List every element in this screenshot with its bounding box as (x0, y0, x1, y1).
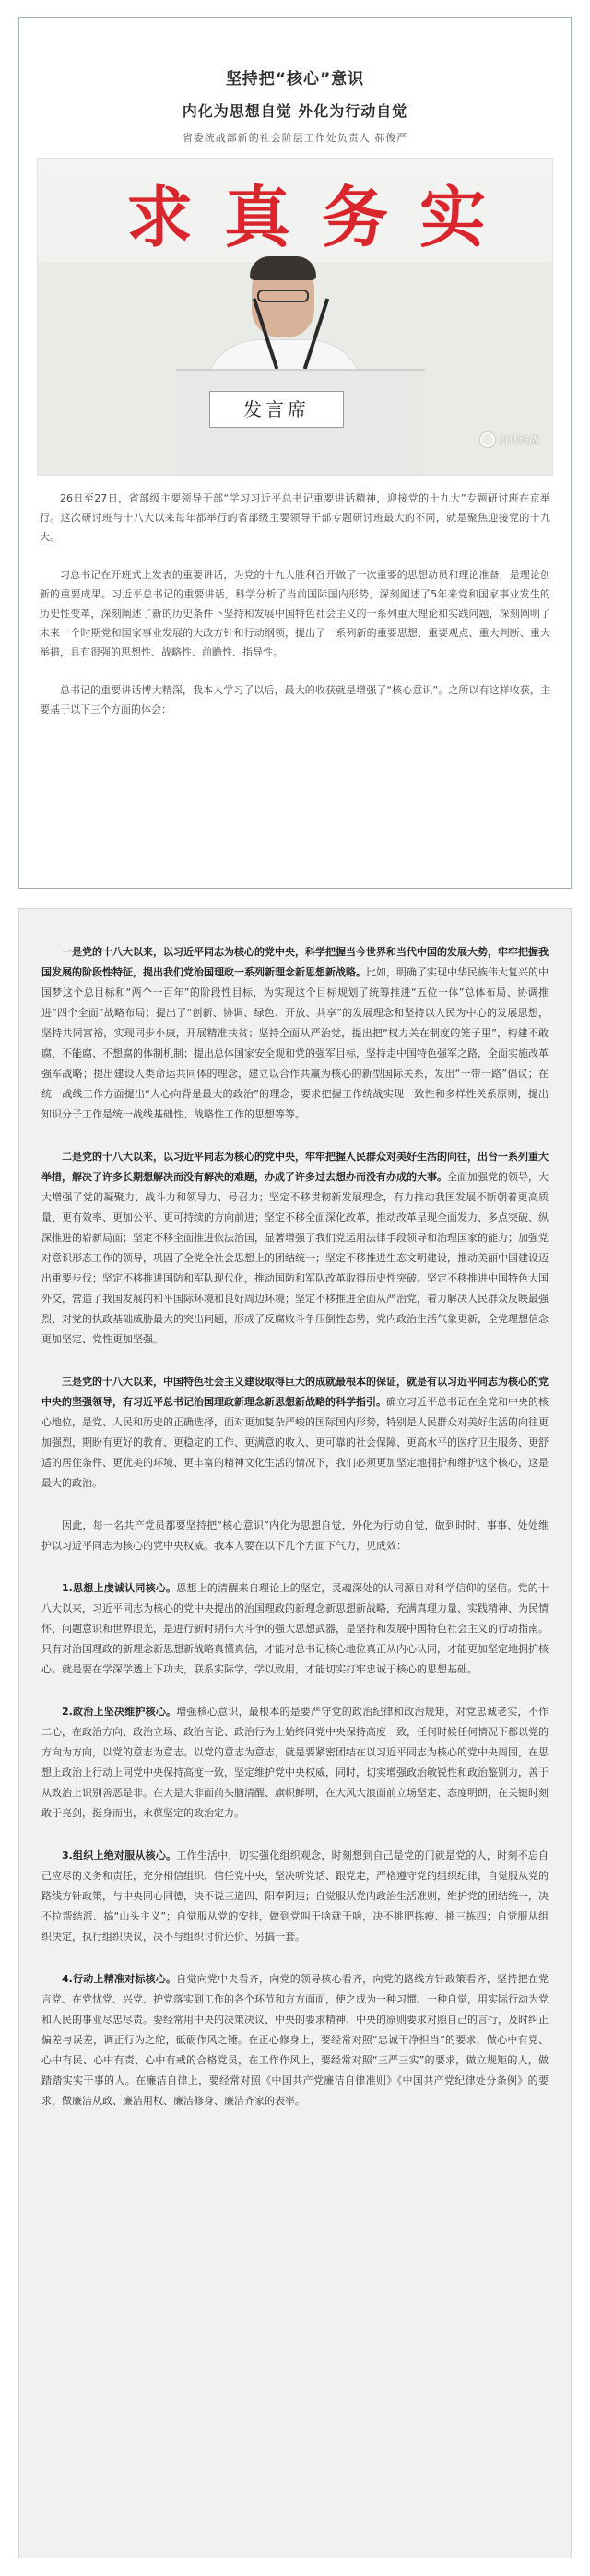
body-paragraph (41, 1969, 549, 2111)
paragraph-lead: 4.行动上精准对标核心。 (62, 1973, 177, 1985)
banner-slogan: 求真务实 (126, 181, 518, 254)
paragraph-text: 思想上的清醒来自理论上的坚定，灵魂深处的认同源自对科学信仰的坚信。党的十八大以来，习近平同志为核心的党中央提出的治国理政的新理念新思想新战略，充满真理力量、实践精神、为民情怀、问题意识和世界眼光，是进行新时期伟大斗争的强大思想武器，是坚持和发展中国特色社会主义的行动指南。只有对治国理政的新理念新思想新战略真懂真信，才能对总书记核心地位真正从内心认同，才能更加坚定地拥护核心。就是要在学深学透上下功夫，联系实际学，学以致用，才能切实打牢忠诚于核心的思想基础。 (41, 1582, 549, 1675)
body-paragraph (41, 1846, 549, 1947)
article-author: 省委统战部新的社会阶层工作处负责人 郝俊严 (182, 132, 408, 144)
paragraph-text: 自觉向党中央看齐，向党的领导核心看齐，向党的路线方针政策看齐，坚持把在党言党、在党忧党、兴党、护党落实到工作的各个环节和方方面面，使之成为一种习惯、一种自觉，用实际行动为党和人民的事业尽忠尽责。要经常用中央的决策决议、中央的要求精神、中央的原则要求对照自己的言行，及时纠正偏差与误差，调正行为之舵，砥砺作风之锤。在正心修身上，要经常对照“忠诚干净担当”的要求，做心中有党、心中有民、心中有责、心中有戒的合格党员，在工作作风上，要经常对照“三严三实”的要求，做立规矩的人，做踏踏实实干事的人。在廉洁自律上，要经常对照《中国共产党廉洁自律准则》《中国共产党纪律处分条例》的要求，做廉洁从政、廉洁用权、廉洁修身、廉洁齐家的表率。 (41, 1973, 549, 2107)
body-paragraph (41, 1372, 549, 1494)
paragraph-lead: 2.政治上坚决维护核心。 (62, 1706, 177, 1718)
body-paragraph (41, 1147, 549, 1350)
intro-section (19, 476, 571, 719)
article-card (18, 17, 572, 889)
intro-paragraph: 习总书记在开班式上发表的重要讲话，为党的十九大胜利召开做了一次重要的思想动员和理论准备，是理论创新的重要成果。习近平总书记的重要讲话，科学分析了当前国际国内形势，深刻阐述了5年来党和国家事业发生的历史性变革，深刻阐述了新的历史条件下坚持和发展中国特色社会主义的一系列重大理论和实践问题，深刻阐明了未来一个时期党和国家事业发展的大政方针和行动纲领，提出了一系列新的重要思想、重要观点、重大判断、重大举措，具有很强的思想性、战略性、前瞻性、指导性。 (40, 569, 550, 658)
paragraph-text: 工作生活中，切实强化组织观念，时刻想到自己是党的门就是党的人，时刻不忘自己应尽的义务和责任，充分相信组织、信任党中央，坚决听党话、跟党走，严格遵守党的组织纪律，自觉服从党的路线方针政策，与中央同心同德，决不说三道四、阳奉阴违；自觉服从党内政治生活准则，维护党的团结统一，决不拉帮结派、搞“山头主义”；自觉服从党的安排，做到党叫干啥就干啥，决不挑肥拣瘦、挑三拣四；自觉服从组织决定，执行组织决议，决不与组织讨价还价、另搞一套。 (41, 1849, 549, 1943)
paragraph-lead: 1.思想上虔诚认同核心。 (62, 1582, 177, 1594)
title-block (19, 18, 571, 145)
paragraph-text: 比如，明确了实现中华民族伟大复兴的中国梦这个总目标和“两个一百年”的阶段性目标，为实现这个目标规划了统筹推进“五位一体”总体布局、协调推进“四个全面”战略布局；提出了“创新、协调、绿色、开放、共享”的发展理念和坚持以人民为中心的发展思想，坚持共同富裕，实现同步小康，开展精准扶贫；坚持全面从严治党，提出把“权力关在制度的笼子里”，构建不敢腐、不能腐、不想腐的体制机制；提出总体国家安全观和党的强军目标，坚持走中国特色强军之路，全面实施改革强军战略；提出建设人类命运共同体的理念，建立以合作共赢为核心的新型国际关系，发出“一带一路”倡议；在统一战线工作方面提出“人心向背是最大的政治”的理念，要求把握工作统战实现一致性和多样性关系原则，提出知识分子工作是统一战线基础性、战略性工作的思想等等。 (41, 966, 549, 1120)
body-paragraph (41, 942, 549, 1125)
body-paragraph (41, 1702, 549, 1824)
paragraph-lead: 一是党的十八大以来，以习近平同志为核心的党中央，科学把握当今世界和当代中国的发展大势，牢牢把握我国发展的阶段性特征，提出我们党治国理政一系列新理念新思想新战略。 (41, 946, 549, 978)
watermark-text: 吉林统战 (499, 434, 539, 446)
watermark (480, 432, 539, 447)
body-panel (18, 908, 572, 2558)
article-title-line-2: 内化为思想自觉 外化为行动自觉 (182, 102, 408, 120)
paragraph-lead: 二是党的十八大以来，以习近平同志为核心的党中央，牢牢把握人民群众对美好生活的向往，出台一系列重大举措，解决了许多长期想解决而没有解决的难题，办成了许多过去想办而没有办成的大事。 (41, 1151, 549, 1183)
paragraph-text: 确立习近平总书记在全党和中央的核心地位，是党、人民和历史的正确选择，面对更加复杂严峻的国际国内形势，特别是人民群众对美好生活的向往更加强烈，期盼有更好的教育、更稳定的工作、更满意的收入、更可靠的社会保障、更高水平的医疗卫生服务、更舒适的居住条件、更优美的环境、更丰富的精神文化生活的情况下，我们必须更加坚定地拥护和维护这个核心，这是最大的政治。 (41, 1396, 549, 1489)
glasses-icon (257, 290, 309, 302)
podium-sign: 发言席 (209, 391, 344, 428)
paragraph-lead: 3.组织上绝对服从核心。 (62, 1849, 177, 1861)
speaker-photo (37, 158, 553, 476)
backdrop-banner (38, 173, 552, 262)
paragraph-text: 因此，每一名共产党员都要坚持把“核心意识”内化为思想自觉，外化为行动自觉，做到时时、事事、处处维护以习近平同志为核心的党中央权威。我本人要在以下几个方面下气力，见成效： (41, 1519, 549, 1552)
paragraph-lead: 三是党的十八大以来，中国特色社会主义建设取得巨大的成就最根本的保证，就是有以习近平同志为核心的党中央的坚强领导，有习近平总书记治国理政新理念新思想新战略的科学指引。 (41, 1376, 549, 1408)
body-paragraph (41, 1516, 549, 1556)
speaker-hair (250, 256, 316, 280)
intro-paragraph: 26日至27日，省部级主要领导干部“学习习近平总书记重要讲话精神，迎接党的十九大”专题研讨班在京举行。这次研讨班与十八大以来每年都举行的省部级主要领导干部专题研讨班最大的不同，就是聚焦迎接党的十九大。 (40, 492, 550, 543)
intro-paragraph: 总书记的重要讲话博大精深，我本人学习了以后，最大的收获就是增强了“核心意识”。之所以有这样收获，主要基于以下三个方面的体会： (40, 684, 550, 715)
body-paragraph (41, 1578, 549, 1680)
wechat-icon (480, 432, 495, 447)
article-title-line-1: 坚持把“核心”意识 (225, 70, 365, 89)
paragraph-text: 全面加强党的领导，大大增强了党的凝聚力、战斗力和领导力、号召力；坚定不移贯彻新发展理念，有力推动我国发展不断朝着更高质量、更有效率、更加公平、更可持续的方向前进；坚定不移全面深化改革，推动改革呈现全面发力、多点突破、纵深推进的崭新局面；坚定不移全面推进依法治国，显著增强了我们党运用法律手段领导和治理国家的能力；加强党对意识形态工作的领导，巩固了全党全社会思想上的团结统一；坚定不移推进生态文明建设，推动美丽中国建设迈出重要步伐；坚定不移推进国防和军队现代化，推动国防和军队改革取得历史性突破。坚定不移推进中国特色大国外交，营造了我国发展的和平国际环境和良好周边环境；坚定不移推进全面从严治党，着力解决人民群众反映最强烈、对党的执政基础威胁最大的突出问题，形成了反腐败斗争压倒性态势，党内政治生活气象更新，全党理想信念更加坚定、党性更加坚强。 (41, 1171, 549, 1345)
paragraph-text: 增强核心意识，最根本的是要严守党的政治纪律和政治规矩，对党忠诚老实，不作二心，在政治方向、政治立场、政治言论、政治行为上始终同党中央保持高度一致，任何时候任何情况下都以党的方向为方向，以党的意志为意志。以党的意志为意志，就是要紧密团结在以习近平同志为核心的党中央周围，在思想上政治上行动上同党中央保持高度一致，坚定维护党中央权威，同时，切实增强政治敏锐性和政治鉴别力，善于从政治上识别善恶是非。在大是大非面前头脑清醒、旗帜鲜明，在大风大浪面前立场坚定、态度明朗，在关键时刻敢于亮剑，挺身而出，永葆坚定的政治定力。 (41, 1706, 549, 1819)
